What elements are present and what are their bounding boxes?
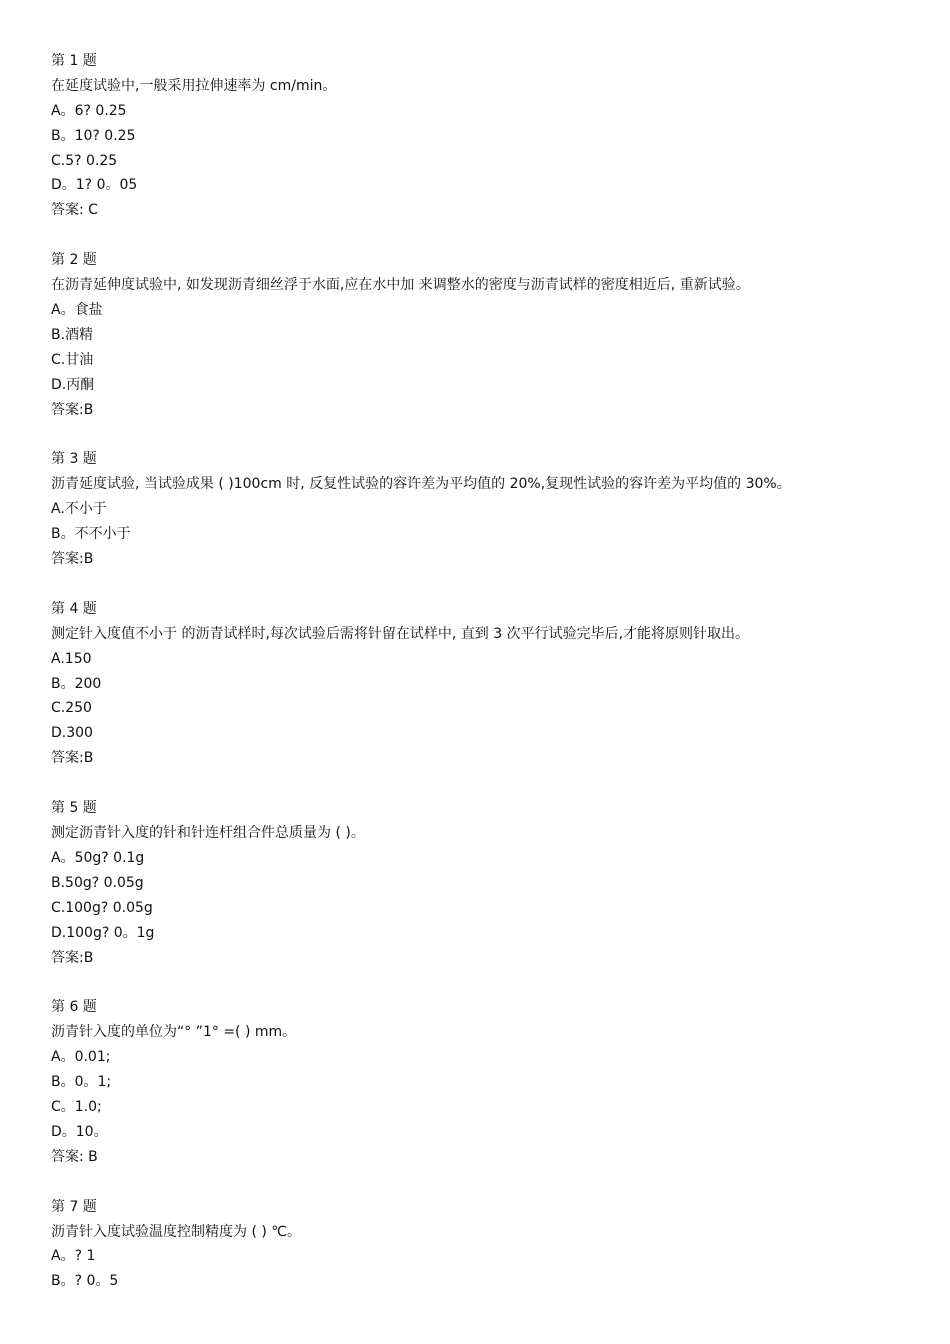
question-block [51,49,931,223]
option-c: C.5? 0.25 [51,152,118,169]
question-number: 第 5 题 [51,800,97,817]
option-a: A.150 [51,650,92,667]
option-b: B。0。1; [51,1074,112,1091]
option-d: D.丙酮 [51,376,95,393]
answer-line: 答案: C [51,202,98,219]
question-number: 第 7 题 [51,1198,97,1215]
question-stem: 测定针入度值不小于 的沥青试样时,每次试验后需将针留在试样中, 直到 3 次平行试验完毕后,才能将原则针取出。 [51,625,750,642]
option-d: D.300 [51,725,93,742]
answer-line: 答案:B [51,750,94,767]
question-number: 第 6 题 [51,999,97,1016]
option-c: C。1.0; [51,1098,102,1115]
question-block [51,597,931,771]
answer-line: 答案:B [51,551,94,568]
option-a: A.不小于 [51,501,107,518]
question-stem: 在沥青延伸度试验中, 如发现沥青细丝浮于水面,应在水中加 来调整水的密度与沥青试样的密度相近后, 重新试验。 [51,277,750,294]
option-c: C.100g? 0.05g [51,899,153,916]
option-b: B。? 0。5 [51,1273,119,1290]
option-a: A。食盐 [51,302,103,319]
answer-line: 答案:B [51,401,94,418]
question-block [51,1195,931,1295]
option-a: A。6? 0.25 [51,102,127,119]
document-body [51,49,931,1319]
question-block [51,248,931,422]
option-b: B.50g? 0.05g [51,874,144,891]
question-stem: 在延度试验中,一般采用拉伸速率为 cm/min。 [51,77,337,94]
question-number: 第 1 题 [51,53,97,69]
option-d: D.100g? 0。1g [51,924,155,941]
option-d: D。10。 [51,1123,108,1140]
question-block [51,796,931,970]
question-stem: 沥青针入度试验温度控制精度为 ( ) ℃。 [51,1223,301,1240]
option-c: C.甘油 [51,351,94,368]
option-a: A。50g? 0.1g [51,849,145,866]
question-stem: 沥青针入度的单位为“° ”1° =( ) mm。 [51,1024,297,1041]
option-b: B。200 [51,675,102,692]
question-number: 第 3 题 [51,451,97,468]
answer-line: 答案: B [51,1148,98,1165]
option-a: A。0.01; [51,1049,111,1066]
option-a: A。? 1 [51,1248,96,1265]
answer-line: 答案:B [51,949,94,966]
option-c: C.250 [51,700,92,717]
question-block [51,995,931,1169]
question-stem: 测定沥青针入度的针和针连杆组合件总质量为 ( )。 [51,825,365,842]
question-number: 第 2 题 [51,252,97,269]
option-b: B.酒精 [51,326,94,343]
option-b: B。10? 0.25 [51,127,136,144]
question-stem: 沥青延度试验, 当试验成果 ( )100cm 时, 反复性试验的容许差为平均值的 20%,复现性试验的容许差为平均值的 30%。 [51,476,791,493]
option-b: B。不不小于 [51,526,131,543]
option-d: D。1? 0。05 [51,177,138,194]
question-number: 第 4 题 [51,600,97,617]
question-block [51,447,931,571]
